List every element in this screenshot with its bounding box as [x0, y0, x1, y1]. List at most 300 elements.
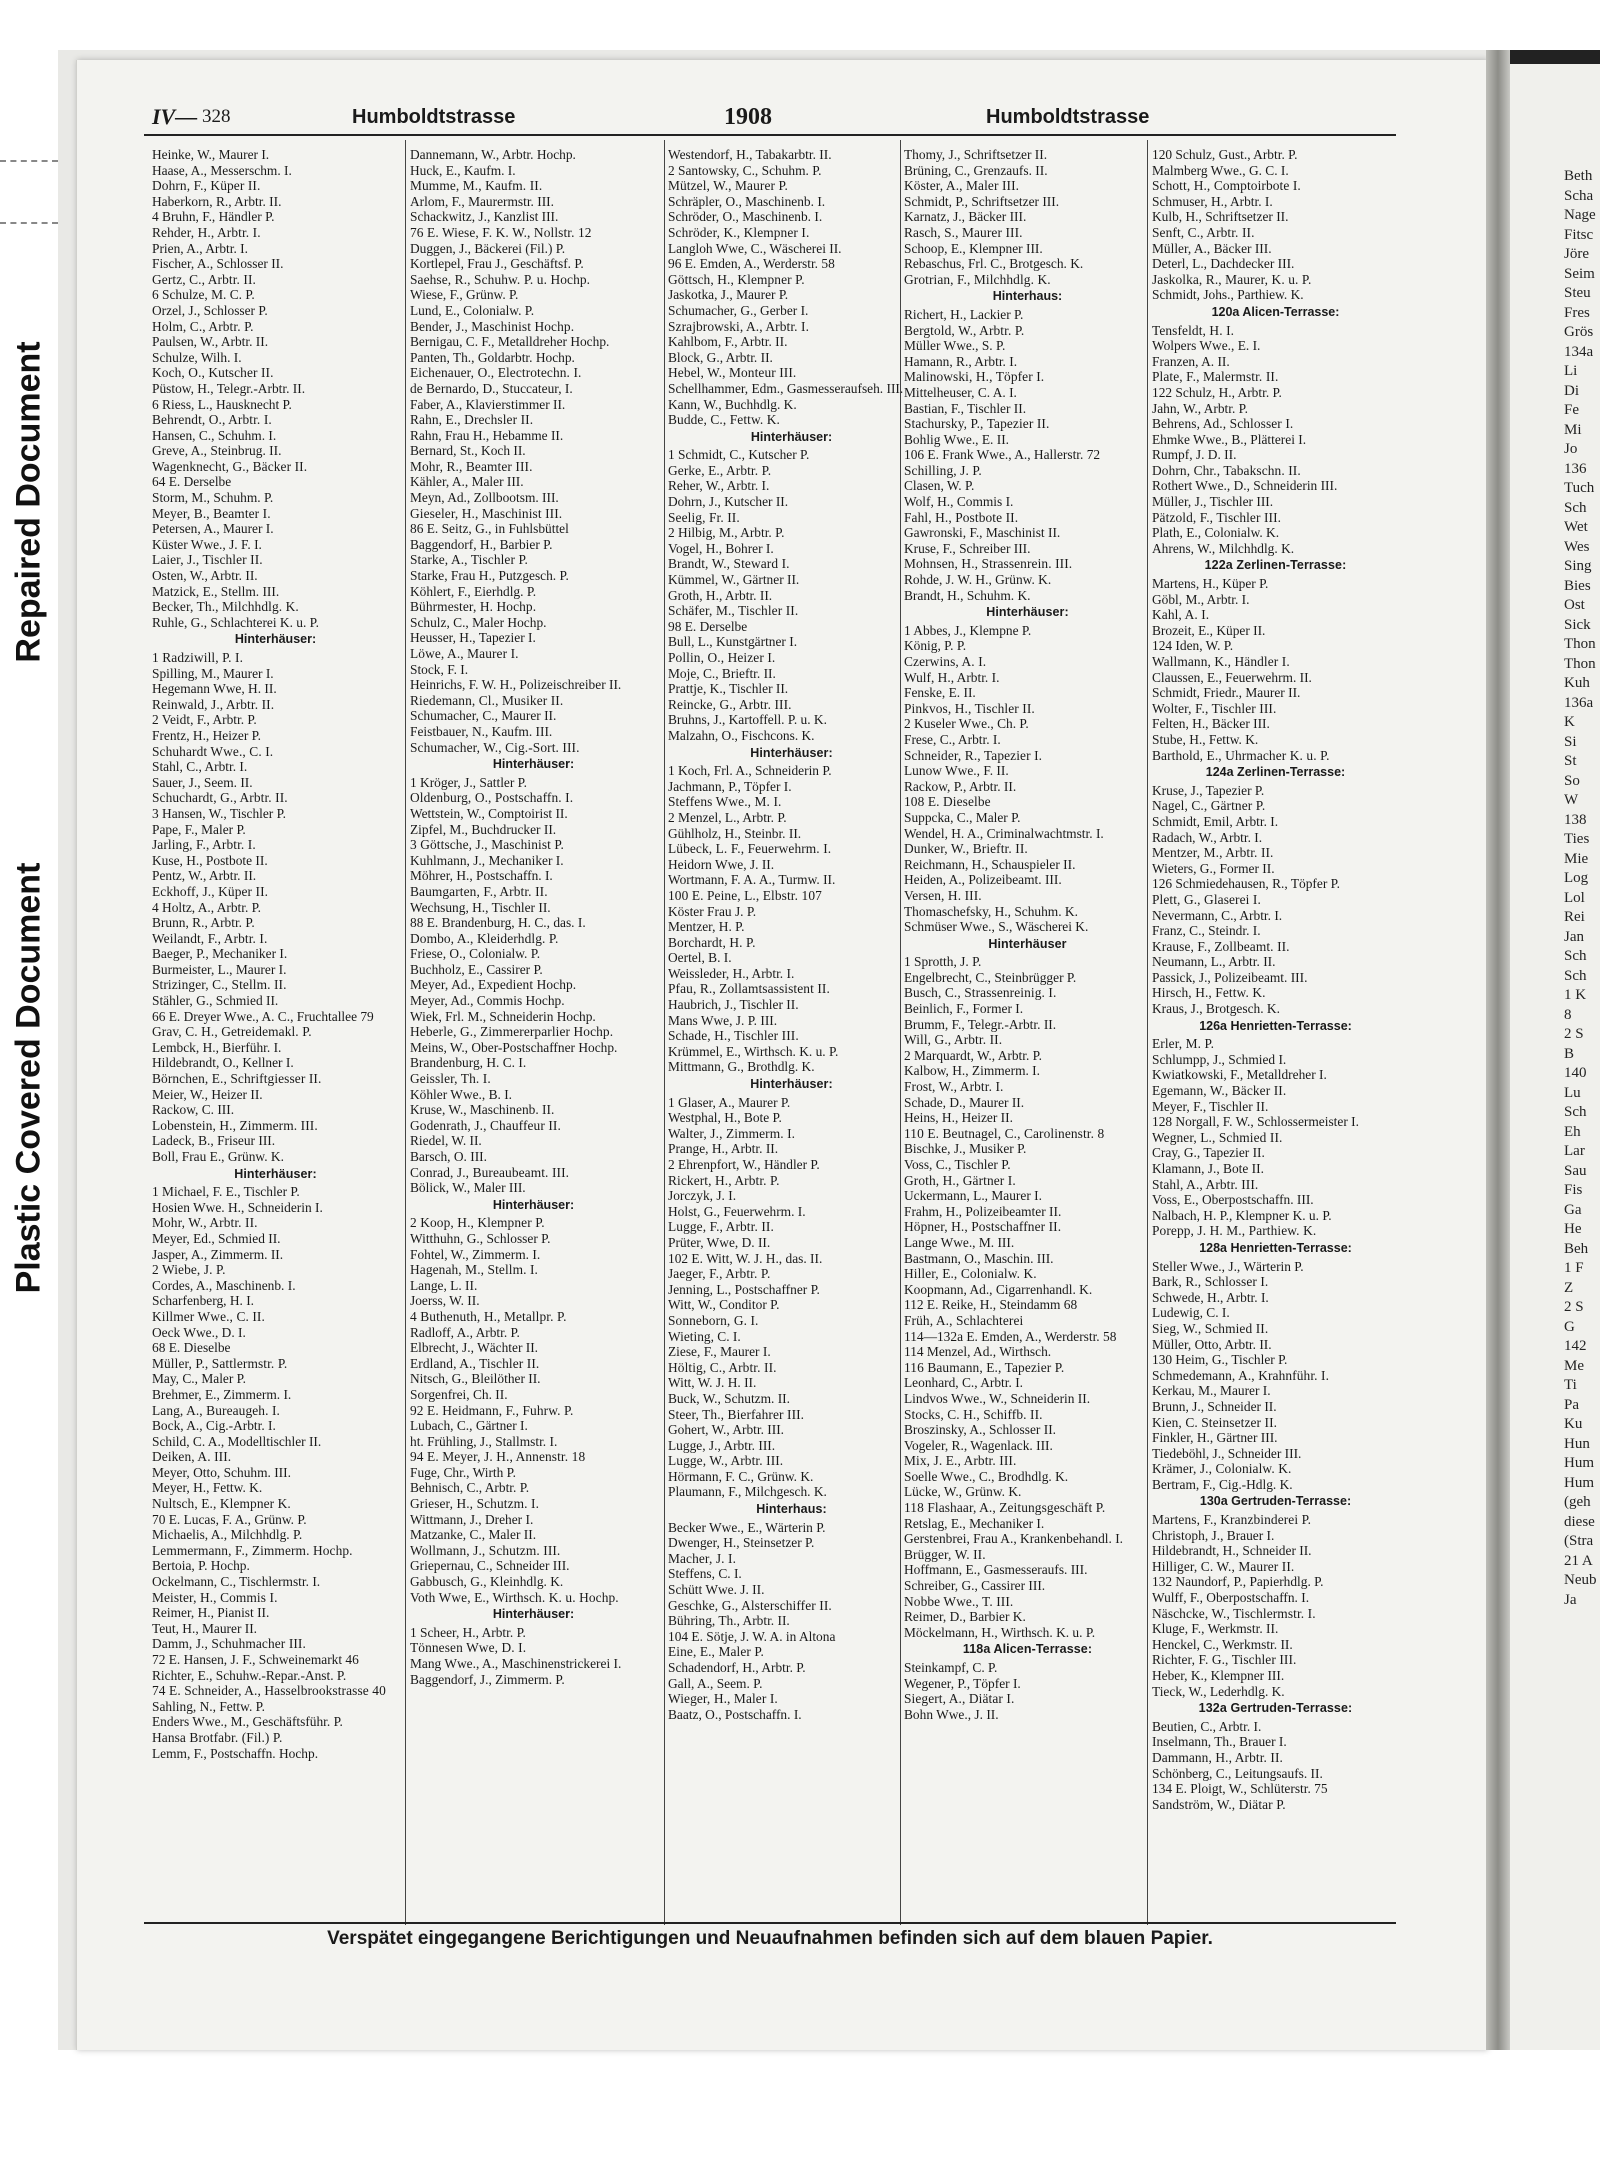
directory-entry: Kwiatkowski, F., Metalldreher I. [1152, 1067, 1327, 1083]
directory-entry: Köhler Wwe., B. I. [410, 1086, 513, 1102]
directory-entry: Plett, G., Glaserei I. [1152, 891, 1261, 907]
directory-entry: Witthuhn, G., Schlosser P. [410, 1230, 551, 1246]
directory-entry: Scharfenberg, H. I. [152, 1293, 255, 1309]
directory-entry: Wieting, C. I. [668, 1328, 741, 1344]
directory-entry: Nobbe Wwe., T. III. [904, 1593, 1014, 1609]
directory-entry: 74 E. Schneider, A., Hasselbrookstrasse 40 [152, 1683, 386, 1699]
next-page-fragment: 1 K [1564, 987, 1587, 1003]
directory-entry: Egemann, W., Bäcker II. [1152, 1083, 1287, 1099]
left-margin-strip [0, 0, 58, 2177]
directory-entry: 70 E. Lucas, F. A., Grünw. P. [152, 1511, 307, 1527]
directory-entry: Franzen, A. II. [1152, 353, 1230, 369]
next-page-fragment: 2 S [1564, 1026, 1584, 1042]
directory-entry: Elbrecht, J., Wächter II. [410, 1340, 539, 1356]
directory-entry: Claussen, E., Feuerwehrm. II. [1152, 669, 1312, 685]
directory-entry: 102 E. Witt, W. J. H., das. II. [668, 1250, 823, 1266]
directory-entry: Behnisch, C., Arbtr. P. [410, 1480, 530, 1496]
directory-entry: Meyer, Ed., Schmied II. [152, 1230, 281, 1246]
directory-entry: 2 Veidt, F., Arbtr. P. [152, 712, 257, 728]
directory-entry: Hamann, R., Arbtr. I. [904, 353, 1018, 369]
directory-entry: 1 Schmidt, C., Kutscher P. [668, 447, 810, 463]
directory-entry: 92 E. Heidmann, F., Fuhrw. P. [410, 1402, 574, 1418]
directory-entry: 1 Glaser, A., Maurer P. [668, 1094, 791, 1110]
next-page-fragment: W [1564, 792, 1579, 808]
next-page-fragment: Ja [1564, 1591, 1577, 1608]
directory-entry: Wechsung, H., Tischler II. [410, 899, 551, 915]
directory-entry: Hildebrandt, O., Kellner I. [152, 1055, 294, 1071]
directory-entry: Cordes, A., Maschinenb. I. [152, 1277, 296, 1293]
directory-entry: Heusser, H., Tapezier I. [410, 630, 536, 646]
next-page-fragment: (geh [1564, 1494, 1591, 1510]
next-page-fragment: Thon [1564, 655, 1596, 672]
directory-entry: Nalbach, H. P., Klempner K. u. P. [1152, 1207, 1332, 1223]
directory-entry: Wieters, G., Former II. [1152, 860, 1275, 876]
next-page-fragment: 2 S [1564, 1299, 1584, 1315]
directory-entry: Prüter, Wwe, D. II. [668, 1234, 771, 1250]
next-page-fragment: Beh [1564, 1240, 1589, 1257]
directory-entry: Schütt Wwe. J. II. [668, 1582, 765, 1598]
directory-entry: Michaelis, A., Milchhdlg. P. [152, 1527, 303, 1543]
directory-entry: Reimer, H., Pianist II. [152, 1605, 270, 1621]
directory-entry: Sieg, W., Schmied II. [1152, 1320, 1269, 1336]
directory-entry: Godenrath, J., Chauffeur II. [410, 1117, 561, 1133]
next-page-fragment: Lu [1564, 1084, 1581, 1101]
directory-entry: Bernigau, C. F., Metalldreher Hochp. [410, 334, 610, 350]
section-heading: 120a Alicen-Terrasse: [1211, 304, 1340, 319]
directory-entry: Gieseler, H., Maschinist III. [410, 505, 563, 521]
directory-entry: Dombo, A., Kleiderhdlg. P. [410, 930, 559, 946]
directory-entry: Frentz, H., Heizer P. [152, 727, 261, 743]
section-heading: Hinterhäuser: [492, 1197, 575, 1212]
next-page-fragment: Ku [1564, 1416, 1583, 1432]
directory-entry: Lübeck, L. F., Feuerwehrm. I. [668, 841, 832, 857]
directory-entry: Grav, C. H., Getreidemakl. P. [152, 1024, 312, 1040]
directory-entry: Moje, C., Brieftr. II. [668, 665, 776, 681]
next-page-fragment: Jo [1564, 441, 1578, 457]
directory-entry: 94 E. Meyer, J. H., Annenstr. 18 [410, 1449, 586, 1465]
directory-entry: 98 E. Derselbe [668, 618, 748, 634]
directory-entry: Teut, H., Maurer II. [152, 1620, 258, 1636]
directory-entry: 76 E. Wiese, F. K. W., Nollstr. 12 [410, 224, 592, 240]
directory-entry: Pinkvos, H., Tischler II. [904, 700, 1035, 716]
column-3 [668, 147, 915, 1722]
directory-entry: Höpner, H., Postschaffner II. [904, 1219, 1062, 1235]
street-name-right: Humboldtstrasse [986, 106, 1150, 128]
directory-entry: Brügger, W. II. [904, 1546, 986, 1562]
directory-entry: Schmedemann, A., Krahnführ. I. [1152, 1367, 1330, 1383]
directory-entry: Jaskotka, J., Maurer P. [668, 287, 789, 303]
next-page-fragment: Z [1564, 1279, 1574, 1296]
directory-entry: Plate, F., Malermstr. II. [1152, 369, 1279, 385]
directory-entry: Buchholz, E., Cassirer P. [410, 961, 543, 977]
directory-entry: Huck, E., Kaufm. I. [410, 162, 516, 178]
directory-entry: 120 Schulz, Gust., Arbtr. P. [1152, 147, 1298, 162]
footer-notice: Verspätet eingegangene Berichtigungen und Neuaufnahmen befinden sich auf dem blauen Papier. [327, 1928, 1213, 1949]
directory-entry: Kluge, F., Werkmstr. II. [1152, 1621, 1279, 1637]
directory-entry: 106 E. Frank Wwe., A., Hallerstr. 72 [904, 447, 1101, 463]
directory-entry: Göbl, M., Arbtr. I. [1152, 591, 1250, 607]
directory-entry: Broszinsky, A., Schlosser II. [904, 1422, 1056, 1438]
next-page-fragment: Sick [1564, 616, 1591, 633]
directory-entry: Lindvos Wwe., W., Schneiderin II. [904, 1390, 1091, 1406]
directory-entry: Brandt, W., Steward I. [668, 556, 790, 572]
directory-entry: Ahrens, W., Milchhdlg. K. [1152, 540, 1295, 556]
directory-entry: Dohrn, Chr., Tabakschn. II. [1152, 462, 1301, 478]
directory-entry: Rahn, Frau H., Hebamme II. [410, 427, 564, 443]
directory-entry: Grotrian, F., Milchhdlg. K. [904, 271, 1051, 287]
directory-entry: Möhrer, H., Postschaffn. I. [410, 868, 553, 884]
directory-entry: Haase, A., Messerschm. I. [152, 162, 292, 178]
directory-entry: Kahl, A. I. [1152, 607, 1210, 623]
directory-entry: Malmberg Wwe., G. C. I. [1152, 162, 1289, 178]
directory-entry: Sandström, W., Diätar P. [1152, 1796, 1286, 1812]
directory-entry: Bull, L., Kunstgärtner I. [668, 634, 798, 650]
directory-entry: Frost, W., Arbtr. I. [904, 1079, 1004, 1095]
directory-entry: Kortlepel, Frau J., Geschäftsf. P. [410, 256, 584, 272]
directory-entry: Meyer, B., Beamter I. [152, 505, 271, 521]
next-page-fragment: Rei [1564, 909, 1585, 925]
directory-entry: Tieck, W., Lederhdlg. K. [1152, 1683, 1285, 1699]
directory-entry: Krause, F., Zollbeamt. II. [1152, 938, 1290, 954]
directory-entry: Gerke, E., Arbtr. P. [668, 462, 772, 478]
directory-entry: Reinwald, J., Arbtr. II. [152, 696, 275, 712]
next-page-fragment: 1 F [1564, 1260, 1584, 1276]
directory-entry: Ockelmann, C., Tischlermstr. I. [152, 1574, 321, 1590]
directory-entry: Tönnesen Wwe, D. I. [410, 1640, 527, 1656]
directory-entry: Witt, W., Conditor P. [668, 1297, 780, 1313]
directory-entry: Meyer, Otto, Schuhm. III. [152, 1464, 291, 1480]
directory-entry: Franz, C., Steindr. I. [1152, 923, 1261, 939]
directory-entry: Jachmann, P., Töpfer I. [668, 778, 792, 794]
directory-entry: Brunn, R., Arbtr. P. [152, 915, 255, 931]
directory-entry: Enders Wwe., M., Geschäftsführ. P. [152, 1714, 343, 1730]
column-4 [904, 147, 1151, 1722]
directory-entry: Deiken, A. III. [152, 1449, 232, 1465]
next-page-fragment: Fis [1564, 1182, 1583, 1198]
directory-entry: Schäfer, M., Tischler II. [668, 603, 799, 619]
directory-entry: Becker Wwe., E., Wärterin P. [668, 1519, 826, 1535]
section-heading: Hinterhäuser: [986, 605, 1069, 620]
section-heading: Hinterhäuser: [234, 1166, 317, 1181]
directory-entry: Meyer, F., Tischler II. [1152, 1098, 1269, 1114]
directory-entry: Stube, H., Fettw. K. [1152, 731, 1259, 747]
directory-entry: Witt, W. J. H. II. [668, 1375, 757, 1391]
directory-entry: Hegemann Wwe, H. II. [152, 681, 277, 697]
directory-entry: Richert, H., Lackier P. [904, 306, 1024, 322]
next-page-fragment: Me [1564, 1357, 1584, 1374]
directory-entry: Heber, K., Klempner III. [1152, 1668, 1285, 1683]
directory-entry: Kuhlmann, J., Mechaniker I. [410, 852, 564, 868]
directory-entry: Seelig, Fr. II. [668, 509, 740, 525]
directory-entry: Heberle, G., Zimmererparlier Hochp. [410, 1024, 614, 1040]
next-page-fragment: Si [1564, 733, 1577, 750]
section-heading: 130a Gertruden-Terrasse: [1199, 1494, 1352, 1509]
directory-entry: Killmer Wwe., C. II. [152, 1308, 265, 1324]
directory-entry: Voth Wwe, E., Wirthsch. K. u. Hochp. [410, 1589, 619, 1605]
next-page-fragment: St [1564, 753, 1577, 769]
next-page-fragment: 136a [1564, 694, 1594, 711]
book-gutter [1486, 50, 1510, 2050]
directory-entry: Krämer, J., Colonialw. K. [1152, 1461, 1292, 1477]
directory-entry: Erdland, A., Tischler II. [410, 1355, 540, 1371]
directory-entry: Petersen, A., Maurer I. [152, 521, 274, 537]
directory-entry: Rackow, C. III. [152, 1102, 235, 1118]
directory-entry: Wieger, H., Maler I. [668, 1691, 778, 1707]
directory-entry: Geissler, Th. I. [410, 1071, 491, 1087]
directory-entry: Porepp, J. H. M., Parthiew. K. [1152, 1223, 1317, 1239]
directory-entry: Prien, A., Arbtr. I. [152, 240, 248, 256]
directory-entry: Reher, W., Arbtr. I. [668, 478, 770, 494]
next-page-fragment: diese [1564, 1513, 1595, 1530]
directory-entry: Müller, Otto, Arbtr. II. [1152, 1336, 1272, 1352]
directory-entry: Rehder, H., Arbtr. I. [152, 224, 261, 240]
directory-entry: Sauer, J., Seem. II. [152, 774, 253, 790]
directory-entry: Mittmann, G., Brothdlg. K. [668, 1059, 815, 1075]
directory-entry: Gerstenbrei, Frau A., Krankenbehandl. I. [904, 1531, 1124, 1547]
directory-entry: Bruhns, J., Kartoffell. P. u. K. [668, 712, 827, 728]
directory-entry: Stahl, C., Arbtr. I. [152, 759, 248, 775]
directory-entry: Engelbrecht, C., Steinbrügger P. [904, 969, 1077, 985]
directory-entry: Sonneborn, G. I. [668, 1312, 759, 1328]
directory-entry: Wallmann, K., Händler I. [1152, 654, 1290, 669]
directory-entry: Osten, W., Arbtr. II. [152, 568, 258, 584]
directory-entry: Schröder, K., Klempner I. [668, 224, 810, 240]
next-page-fragment: Hum [1564, 1474, 1594, 1491]
next-page-top-band [1510, 50, 1600, 64]
directory-entry: Nagel, C., Gärtner P. [1152, 798, 1266, 814]
directory-entry: Bender, J., Maschinist Hochp. [410, 318, 575, 334]
directory-entry: Jenning, L., Postschaffner P. [668, 1281, 820, 1297]
next-page-fragment: So [1564, 772, 1580, 789]
directory-entry: Wiek, Frl. M., Schneiderin Hochp. [410, 1008, 596, 1024]
directory-entry: 116 Baumann, E., Tapezier P. [904, 1359, 1065, 1375]
directory-entry: Stahl, A., Arbtr. III. [1152, 1176, 1259, 1192]
directory-entry: 3 Hansen, W., Tischler P. [152, 805, 286, 821]
next-page-fragment: Kuh [1564, 675, 1590, 691]
directory-entry: Bastian, F., Tischler II. [904, 400, 1027, 416]
directory-entry: Wiese, F., Grünw. P. [410, 287, 519, 303]
directory-entry: Hansen, C., Schuhm. I. [152, 427, 277, 443]
directory-entry: Laier, J., Tischler II. [152, 552, 263, 568]
directory-entry: 130 Heim, G., Tischler P. [1152, 1352, 1288, 1368]
directory-entry: Meyer, H., Fettw. K. [152, 1480, 263, 1496]
directory-entry: Brunn, J., Schneider II. [1152, 1398, 1277, 1414]
directory-entry: Rumpf, J. D. II. [1152, 447, 1237, 463]
directory-entry: Heinrichs, F. W. H., Polizeischreiber II. [410, 677, 622, 693]
directory-entry: 88 E. Brandenburg, H. C., das. I. [410, 915, 586, 931]
directory-entry: Panten, Th., Goldarbtr. Hochp. [410, 349, 575, 365]
directory-entry: Kahlbom, F., Arbtr. II. [668, 334, 788, 350]
directory-entry: Leonhard, C., Arbtr. I. [904, 1375, 1024, 1391]
directory-entry: Groth, H., Arbtr. II. [668, 587, 773, 603]
directory-entry: Kruse, J., Tapezier P. [1152, 782, 1265, 798]
directory-entry: Riedemann, Cl., Musiker II. [410, 692, 564, 708]
directory-entry: 1 Kröger, J., Sattler P. [410, 774, 527, 790]
section-heading: Hinterhaus: [992, 289, 1063, 304]
directory-entry: Lunow Wwe., F. II. [904, 763, 1009, 779]
directory-entry: Lücke, W., Grünw. K. [904, 1484, 1022, 1500]
directory-entry: Weissleder, H., Arbtr. I. [668, 965, 795, 981]
directory-entry: Wagenknecht, G., Bäcker II. [152, 458, 308, 474]
next-page-fragment: Wes [1564, 538, 1590, 555]
directory-entry: Uckermann, L., Maurer I. [904, 1188, 1042, 1204]
directory-entry: 4 Holtz, A., Arbtr. P. [152, 899, 261, 915]
section-heading: Hinterhäuser: [492, 757, 575, 772]
directory-entry: Mang Wwe., A., Maschinenstrickerei I. [410, 1656, 622, 1671]
section-heading: 132a Gertruden-Terrasse: [1198, 1701, 1353, 1716]
directory-entry: Kann, W., Buchhdlg. K. [668, 396, 797, 412]
directory-entry: Oeck Wwe., D. I. [152, 1324, 246, 1340]
directory-entry: Mentzer, M., Arbtr. II. [1152, 845, 1274, 861]
next-page-fragment: Fe [1564, 402, 1579, 418]
directory-entry: Kruse, W., Maschinenb. II. [410, 1102, 555, 1118]
directory-entry: Rickert, H., Arbtr. P. [668, 1172, 780, 1188]
directory-entry: Damm, J., Schuhmacher III. [152, 1636, 306, 1652]
next-page-fragment: Sing [1564, 558, 1592, 574]
directory-entry: Pape, F., Maler P. [152, 821, 246, 837]
directory-entry: Schröder, O., Maschinenb. I. [668, 209, 823, 225]
directory-entry: Bernard, St., Koch II. [410, 443, 526, 459]
directory-entry: Dammann, H., Arbtr. II. [1152, 1749, 1283, 1765]
directory-entry: Gohert, W., Arbtr. III. [668, 1422, 785, 1438]
directory-entry: Ziese, F., Maurer I. [668, 1344, 771, 1360]
directory-entry: Kerkau, M., Maurer I. [1152, 1383, 1271, 1399]
directory-entry: Schmidt, Friedr., Maurer II. [1152, 685, 1301, 701]
directory-entry: Sorgenfrei, Ch. II. [410, 1386, 508, 1402]
next-page-fragment: Sch [1564, 948, 1587, 964]
directory-entry: Lugge, W., Arbtr. III. [668, 1453, 784, 1469]
directory-entry: Busch, C., Strassenreinig. I. [904, 985, 1057, 1001]
next-page-fragment: 8 [1564, 1006, 1572, 1023]
directory-entry: Gühlholz, H., Steinbr. II. [668, 825, 802, 841]
directory-entry: Suppcka, C., Maler P. [904, 809, 1021, 825]
directory-entry: 100 E. Peine, L., Elbstr. 107 [668, 887, 822, 903]
directory-entry: Kähler, A., Maler III. [410, 474, 524, 490]
directory-entry: Hebel, W., Monteur III. [668, 365, 797, 381]
directory-entry: 1 Radziwill, P. I. [152, 650, 244, 665]
directory-entry: Lange Wwe., M. III. [904, 1234, 1015, 1250]
directory-entry: Starke, A., Tischler P. [410, 552, 528, 568]
directory-entry: 110 E. Beutnagel, C., Carolinenstr. 8 [904, 1125, 1105, 1141]
directory-entry: Steffens, C. I. [668, 1566, 742, 1582]
directory-entry: Püstow, H., Telegr.-Arbtr. II. [152, 380, 306, 396]
directory-entry: Rebaschus, Frl. C., Brotgesch. K. [904, 256, 1084, 272]
directory-entry: Köster, A., Maler III. [904, 178, 1020, 194]
directory-entry: Haberkorn, R., Arbtr. II. [152, 193, 282, 209]
next-page-fragment: Wet [1564, 519, 1588, 535]
next-page-fragment: Seim [1564, 265, 1595, 282]
directory-entry: Schmidt, P., Schriftsetzer III. [904, 193, 1060, 209]
directory-entry: Pfau, R., Zollamtsassistent II. [668, 981, 830, 997]
directory-entry: Brehmer, E., Zimmerm. I. [152, 1386, 292, 1402]
directory-entry: Näschcke, W., Tischlermstr. I. [1152, 1605, 1316, 1621]
directory-entry: Weilandt, F., Arbtr. I. [152, 930, 268, 946]
directory-entry: Riedel, W. II. [410, 1133, 482, 1149]
directory-entry: Plath, E., Colonialw. K. [1152, 525, 1280, 541]
directory-entry: Barthold, E., Uhrmacher K. u. P. [1152, 747, 1330, 763]
directory-entry: ht. Frühling, J., Stallmstr. I. [410, 1433, 558, 1449]
next-page-fragment: Mi [1564, 421, 1582, 438]
next-page-fragment: He [1564, 1221, 1582, 1237]
directory-entry: Schellhammer, Edm., Gasmesseraufseh. III. [668, 380, 904, 396]
directory-entry: Schulz, C., Maler Hochp. [410, 614, 547, 630]
directory-entry: Barsch, O. III. [410, 1149, 487, 1164]
directory-entry: 126 Schmiedehausen, R., Töpfer P. [1152, 876, 1340, 892]
next-page-fragment: 140 [1564, 1065, 1587, 1081]
directory-entry: Hildebrandt, H., Schneider II. [1152, 1543, 1312, 1559]
next-page-fragment: Jöre [1564, 246, 1589, 262]
column-2 [410, 147, 657, 1687]
directory-entry: Oldenburg, O., Postschaffn. I. [410, 790, 574, 806]
directory-entry: Kruse, F., Schreiber III. [904, 540, 1031, 556]
directory-entry: Thomy, J., Schriftsetzer II. [904, 147, 1048, 162]
directory-entry: Griepernau, C., Schneider III. [410, 1558, 570, 1574]
page-header [152, 104, 1402, 134]
next-page-fragment: Jan [1564, 928, 1584, 945]
directory-entry: Kümmel, W., Gärtner II. [668, 572, 800, 588]
directory-entry: Kraus, J., Brotgesch. K. [1152, 1001, 1280, 1017]
directory-entry: Mix, J. E., Arbtr. III. [904, 1453, 1017, 1469]
section-heading: 122a Zerlinen-Terrasse: [1204, 558, 1347, 573]
directory-entry: 134 E. Ploigt, W., Schlüterstr. 75 [1152, 1781, 1328, 1797]
directory-entry: Köster Frau J. P. [668, 903, 757, 919]
next-page-fragment: Lar [1564, 1143, 1585, 1159]
directory-entry: Schumacher, W., Cig.-Sort. III. [410, 739, 580, 755]
directory-entry: Hilliger, C. W., Maurer II. [1152, 1558, 1295, 1574]
directory-entry: Nultsch, E., Klempner K. [152, 1496, 291, 1512]
directory-entry: Meins, W., Ober-Postschaffner Hochp. [410, 1039, 618, 1055]
street-name-left: Humboldtstrasse [352, 106, 516, 128]
directory-entry: 122 Schulz, H., Arbtr. P. [1152, 384, 1282, 400]
directory-entry: Behrens, Ad., Schlosser I. [1152, 416, 1294, 432]
directory-entry: Dwenger, H., Steinsetzer P. [668, 1535, 815, 1551]
section-heading: 124a Zerlinen-Terrasse: [1205, 765, 1346, 780]
directory-entry: Schumacher, C., Maurer II. [410, 708, 557, 724]
section-heading: Hinterhaus: [756, 1502, 827, 1517]
section-heading: Hinterhäuser: [492, 1607, 575, 1622]
directory-entry: 128 Norgall, F. W., Schlossermeister I. [1152, 1114, 1359, 1130]
directory-entry: Block, G., Arbtr. II. [668, 349, 773, 365]
directory-entry: Siegert, A., Diätar I. [904, 1691, 1015, 1707]
directory-entry: Lund, E., Colonialw. P. [410, 302, 535, 318]
next-page-fragment: Li [1564, 363, 1578, 379]
directory-entry: Schulze, Wilh. I. [152, 349, 242, 365]
directory-entry: Brandenburg, H. C. I. [410, 1055, 527, 1071]
directory-entry: Schumacher, G., Gerber I. [668, 302, 809, 318]
column-5 [1152, 147, 1399, 1812]
directory-entry: Greve, A., Steinbrug. II. [152, 443, 282, 459]
directory-entry: Rahn, E., Drechsler II. [410, 412, 534, 428]
directory-entry: Schmidt, Emil, Arbtr. I. [1152, 813, 1279, 829]
directory-entry: Schott, H., Comptoirbote I. [1152, 178, 1301, 194]
directory-entry: Baatz, O., Postschaffn. I. [668, 1706, 802, 1722]
directory-entry: Schräpler, O., Maschinenb. I. [668, 193, 826, 209]
directory-entry: Früh, A., Schlachterei [904, 1312, 1024, 1328]
directory-entry: Deterl, L., Dachdecker III. [1152, 256, 1295, 272]
directory-entry: 4 Bruhn, F., Händler P. [152, 209, 275, 225]
directory-entry: Bergtold, W., Arbtr. P. [904, 322, 1025, 338]
next-page-fragment: 138 [1564, 811, 1587, 828]
directory-entry: Rackow, P., Arbtr. II. [904, 778, 1017, 794]
section-heading: 128a Henrietten-Terrasse: [1199, 1240, 1352, 1255]
directory-entry: Prattje, K., Tischler II. [668, 681, 789, 697]
directory-entry: Prange, H., Arbtr. II. [668, 1141, 779, 1157]
directory-entry: 2 Koop, H., Klempner P. [410, 1215, 545, 1231]
next-page-fragment: Sau [1564, 1162, 1587, 1179]
directory-entry: Senft, C., Arbtr. II. [1152, 224, 1255, 240]
directory-entry: Will, G., Arbtr. II. [904, 1032, 1003, 1048]
directory-entry: Wegner, L., Schmied II. [1152, 1129, 1283, 1145]
